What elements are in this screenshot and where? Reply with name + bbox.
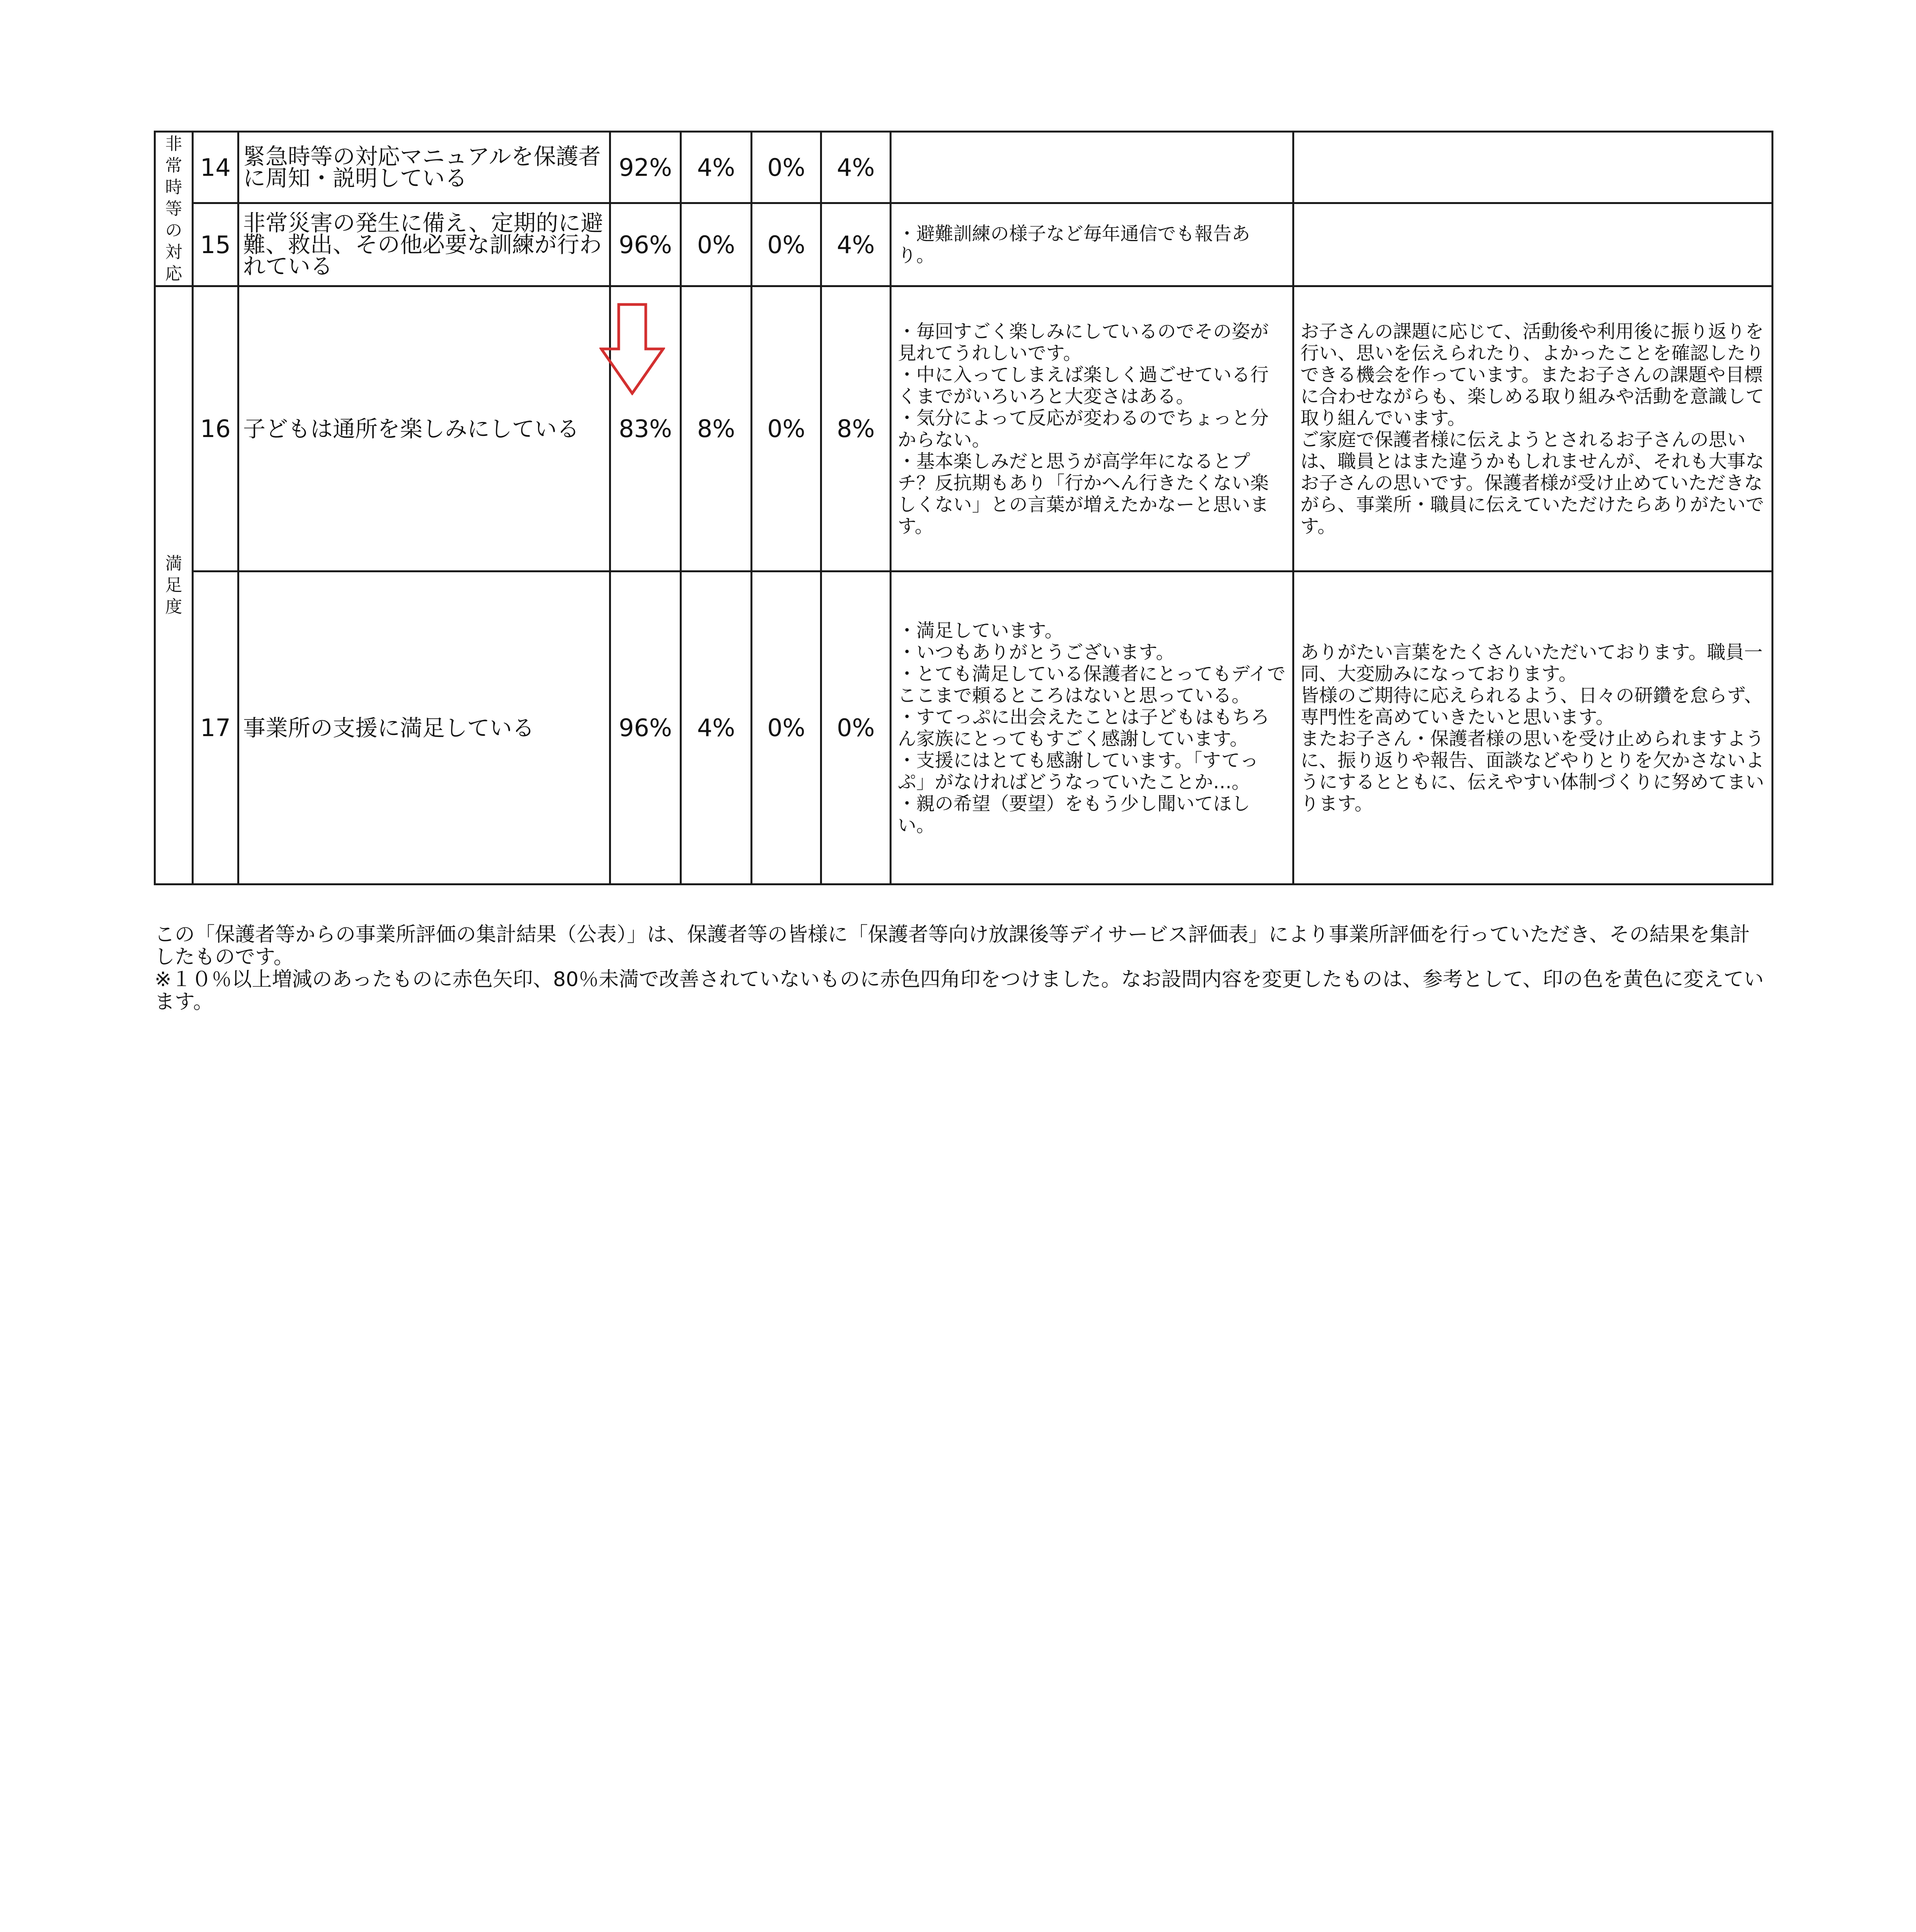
pct-unknown: 8% [821, 286, 891, 571]
pct-yes [610, 286, 681, 571]
office-response: ありがたい言葉をたくさんいただいております。職員一同、大変励みになっております。 皆様のご期待に応えられるよう、日々の研鑽を怠らず、専門性を高めていきたいと思います。 またお子さん・保護者様の思いを受け止められますように、振り返りや報告、面談などやりとりを欠かさないようにするとともに、伝えやすい体制づくりに努めてまいります。 [1293, 571, 1773, 884]
parent-comments: ・満足しています。 ・いつもありがとうございます。 ・とても満足している保護者にとってもデイでここまで頼るところはないと思っている。 ・すてっぷに出会えたことは子どもはもちろん家族にとってもすごく感謝しています。 ・支援にはとても感謝しています。「すてっぷ」がなければどうなっていたことか…。 ・親の希望（要望）をもう少し聞いてほしい。 [891, 571, 1293, 884]
question-text: 非常災害の発生に備え、定期的に避難、救出、その他必要な訓練が行われている [238, 203, 610, 286]
evaluation-table [154, 131, 1773, 885]
pct-neutral: 4% [681, 571, 752, 884]
item-number: 14 [193, 132, 238, 203]
office-response: お子さんの課題に応じて、活動後や利用後に振り返りを行い、思いを伝えられたり、よかったことを確認したりできる機会を作っています。またお子さんの課題や目標に合わせながらも、楽しめる取り組みや活動を意識して取り組んでいます。 ご家庭で保護者様に伝えようとされるお子さんの思いは、職員とはまた違うかもしれませんが、それも大事なお子さんの思いです。保護者様が受け止めていただきながら、事業所・職員に伝えていただけたらありがたいです。 [1293, 286, 1773, 571]
pct-unknown: 4% [821, 132, 891, 203]
pct-no: 0% [752, 132, 821, 203]
pct-yes: 92% [610, 132, 681, 203]
parent-comments: ・避難訓練の様子など毎年通信でも報告あり。 [891, 203, 1293, 286]
table-row [155, 203, 1773, 286]
pct-neutral: 4% [681, 132, 752, 203]
question-text: 子どもは通所を楽しみにしている [238, 286, 610, 571]
item-number: 17 [193, 571, 238, 884]
footnote-marker-legend: ※１０％以上増減のあったものに赤色矢印、80％未満で改善されていないものに赤色四角印をつけました。なお設問内容を変更したものは、参考として、印の色を黄色に変えています。 [155, 968, 1764, 1014]
category-satisfaction: 満 足 度 [155, 286, 193, 884]
item-number: 16 [193, 286, 238, 571]
pct-yes-value: 83% [619, 415, 672, 443]
category-emergency: 非 常 時 等 の 対 応 [155, 132, 193, 286]
pct-neutral: 0% [681, 203, 752, 286]
parent-comments: ・毎回すごく楽しみにしているのでその姿が見れてうれしいです。 ・中に入ってしまえば楽しく過ごせている行くまでがいろいろと大変さはある。 ・気分によって反応が変わるのでちょっと分からない。 ・基本楽しみだと思うが高学年になるとプチ？反抗期もあり「行かへん行きたくない楽しくない」との言葉が増えたかなーと思います。 [891, 286, 1293, 571]
table-row [155, 132, 1773, 203]
pct-yes: 96% [610, 203, 681, 286]
pct-no: 0% [752, 203, 821, 286]
table-row [155, 286, 1773, 571]
pct-unknown: 0% [821, 571, 891, 884]
pct-yes: 96% [610, 571, 681, 884]
pct-unknown: 4% [821, 203, 891, 286]
parent-comments [891, 132, 1293, 203]
footnote-summary: この「保護者等からの事業所評価の集計結果（公表）」は、保護者等の皆様に「保護者等向け放課後等デイサービス評価表」により事業所評価を行っていただき、その結果を集計したものです。 [155, 923, 1750, 969]
question-text: 事業所の支援に満足している [238, 571, 610, 884]
office-response [1293, 203, 1773, 286]
office-response [1293, 132, 1773, 203]
pct-neutral: 8% [681, 286, 752, 571]
pct-no: 0% [752, 286, 821, 571]
item-number: 15 [193, 203, 238, 286]
question-text: 緊急時等の対応マニュアルを保護者に周知・説明している [238, 132, 610, 203]
table-row [155, 571, 1773, 884]
pct-no: 0% [752, 571, 821, 884]
